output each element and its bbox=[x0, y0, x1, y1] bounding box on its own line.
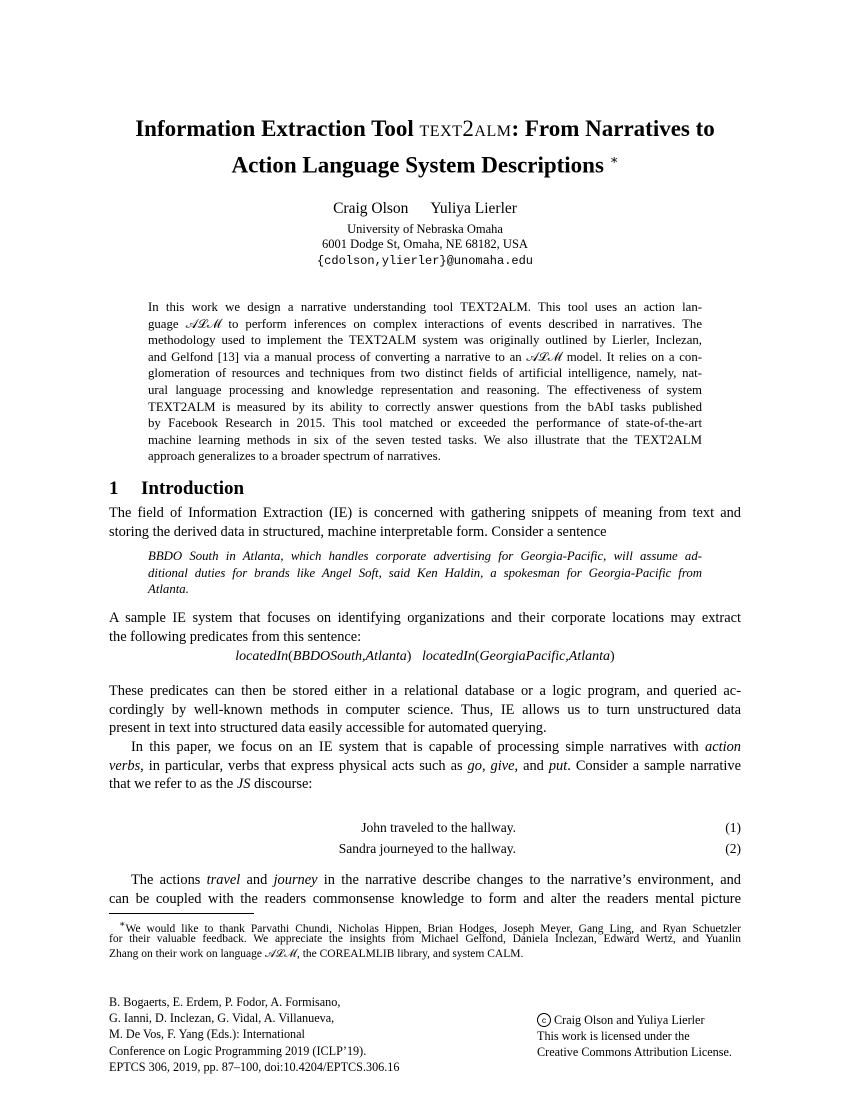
abstract-line: methodology used to implement the TEXT2ALM system was originally outlined by Lierler, Inclezan, bbox=[148, 333, 702, 348]
license-line: c Craig Olson and Yuliya Lierler bbox=[537, 1012, 732, 1028]
predicate-name: locatedIn bbox=[421, 649, 475, 664]
footnote-line: for their valuable feedback. We appreciate the insights from Michael Gelfond, Daniela Inclezan, Edward Wertz, and Yuanlin bbox=[109, 933, 741, 946]
example-sentence: John traveled to the hallway. bbox=[361, 820, 516, 835]
predicate-name: locatedIn bbox=[235, 649, 289, 664]
numbered-example bbox=[109, 820, 741, 840]
citation-line: EPTCS 306, 2019, pp. 87–100, doi:10.4204/EPTCS.306.16 bbox=[109, 1059, 400, 1074]
intro-paragraph-4 bbox=[109, 738, 741, 794]
author-name: Craig Olson bbox=[333, 200, 409, 217]
copyright-icon: c bbox=[537, 1013, 551, 1027]
section-title: Introduction bbox=[141, 478, 245, 499]
intro-paragraph-1 bbox=[109, 504, 741, 541]
numbered-example bbox=[109, 841, 741, 861]
author-email: {cdolson,ylierler}@unomaha.edu bbox=[316, 254, 534, 268]
citation-line: G. Ianni, D. Inclezan, G. Vidal, A. Villanueva, bbox=[109, 1011, 335, 1026]
paragraph-line: A sample IE system that focuses on identifying organizations and their corporate locations may extract bbox=[109, 610, 741, 626]
paragraph-line: cordingly by well-known methods in computer science. Thus, IE allows us to turn unstructured data bbox=[109, 701, 741, 718]
paragraph-line: the following predicates from this sentence: bbox=[109, 628, 362, 645]
paragraph-line: In this paper, we focus on an IE system that is capable of processing simple narratives with action bbox=[131, 739, 741, 755]
example-sentence: Sandra journeyed to the hallway. bbox=[338, 841, 516, 856]
section-number: 1 bbox=[109, 478, 119, 499]
title-tool-name: text2alm bbox=[419, 116, 512, 141]
paragraph-line: present in text into structured data easily accessible for automated querying. bbox=[109, 720, 547, 737]
license-line: Creative Commons Attribution License. bbox=[537, 1045, 732, 1060]
intro-paragraph-3 bbox=[109, 682, 741, 738]
footnote-line: Zhang on their work on language 𝒜ℒℳ, the COREALMLIB library, and system CALM. bbox=[109, 948, 524, 961]
license-notice bbox=[537, 1012, 732, 1061]
abstract-line: guage 𝒜ℒℳ to perform inferences on complex interactions of events described in narratives. The bbox=[148, 316, 702, 331]
title-text: Information Extraction Tool bbox=[135, 116, 420, 141]
title-line-2: Action Language System Descriptions bbox=[231, 152, 604, 178]
abstract-line: approach generalizes to a broader spectrum of narratives. bbox=[148, 449, 441, 464]
quote-line: BBDO South in Atlanta, which handles corporate advertising for Georgia-Pacific, will assume ad- bbox=[148, 549, 702, 563]
abstract-line: ural language processing and knowledge representation and reasoning. The effectiveness of system bbox=[148, 382, 702, 397]
affiliation-address: 6001 Dodge St, Omaha, NE 68182, USA bbox=[322, 237, 528, 251]
quote-line: Atlanta. bbox=[148, 582, 189, 597]
example-number: (1) bbox=[725, 820, 741, 835]
citation-line: M. De Vos, F. Yang (Eds.): International bbox=[109, 1027, 305, 1042]
paragraph-line: These predicates can then be stored either in a relational database or a logic program, and queried ac- bbox=[109, 683, 741, 699]
abstract-line: and Gelfond [13] via a manual process of converting a narrative to an 𝒜ℒℳ model. It relies on a con- bbox=[148, 349, 702, 364]
footnote-mark: ∗ bbox=[119, 919, 126, 930]
predicate-display: locatedIn(BBDOSouth,Atlanta) locatedIn(GeorgiaPacific,Atlanta) bbox=[235, 649, 615, 664]
section-heading bbox=[109, 478, 244, 500]
citation-line: Conference on Logic Programming 2019 (ICLP’19). bbox=[109, 1043, 367, 1058]
footnote-rule bbox=[109, 913, 254, 914]
citation-line: B. Bogaerts, E. Erdem, P. Fodor, A. Formisano, bbox=[109, 995, 341, 1009]
abstract-line: machine learning methods in six of the seven tested tasks. We also illustrate that the TEXT2ALM bbox=[148, 432, 702, 447]
paragraph-line: The actions travel and journey in the narrative describe changes to the narrative’s environment, and bbox=[131, 872, 741, 888]
author-list bbox=[0, 200, 850, 218]
predicate-args: GeorgiaPacific,Atlanta bbox=[479, 649, 611, 664]
footnote-line: ∗We would like to thank Parvathi Chundi, Nicholas Hippen, Brian Hodges, Joseph Meyer, Gang Ling, and Ryan Schuetzler bbox=[119, 919, 741, 935]
paragraph-line: The field of Information Extraction (IE) is concerned with gathering snippets of meaning from text and bbox=[109, 505, 741, 521]
abstract-line: glomeration of resources and techniques from two distinct fields of artificial intelligence, namely, nat- bbox=[148, 366, 702, 381]
abstract bbox=[148, 299, 702, 465]
intro-paragraph-5 bbox=[109, 871, 741, 908]
footnote bbox=[109, 917, 741, 963]
title-footnote-mark: ∗ bbox=[609, 152, 619, 167]
paragraph-line: can be coupled with the readers commonsense knowledge to form and alter the readers mental picture bbox=[109, 890, 741, 907]
affiliation-institution: University of Nebraska Omaha bbox=[347, 222, 503, 236]
quote-line: ditional duties for brands like Angel Soft, said Ken Haldin, a spokesman for Georgia-Pacific from bbox=[148, 565, 702, 580]
intro-paragraph-2 bbox=[109, 609, 741, 646]
license-line: This work is licensed under the bbox=[537, 1029, 690, 1044]
title-text-continued: : From Narratives to bbox=[511, 116, 715, 141]
abstract-line: In this work we design a narrative understanding tool TEXT2ALM. This tool uses an action lan- bbox=[148, 300, 702, 314]
affiliation bbox=[0, 222, 850, 252]
example-sentence-quote bbox=[148, 548, 702, 598]
paragraph-line: verbs, in particular, verbs that express physical acts such as go, give, and put. Consider a sample narrative bbox=[109, 757, 742, 774]
paper-title bbox=[60, 113, 790, 181]
abstract-line: by Facebook Research in 2015. This tool matched or exceeded the performance of state-of-the-art bbox=[148, 416, 702, 431]
predicate-args: BBDOSouth,Atlanta bbox=[292, 649, 407, 664]
paragraph-line: that we refer to as the JS discourse: bbox=[109, 776, 313, 793]
author-name: Yuliya Lierler bbox=[430, 200, 517, 217]
abstract-line: TEXT2ALM is measured by its ability to correctly answer questions from the bAbI tasks published bbox=[148, 399, 702, 414]
publication-citation bbox=[109, 994, 400, 1075]
paragraph-line: storing the derived data in structured, machine interpretable form. Consider a sentence bbox=[109, 523, 607, 540]
example-number: (2) bbox=[725, 841, 741, 856]
